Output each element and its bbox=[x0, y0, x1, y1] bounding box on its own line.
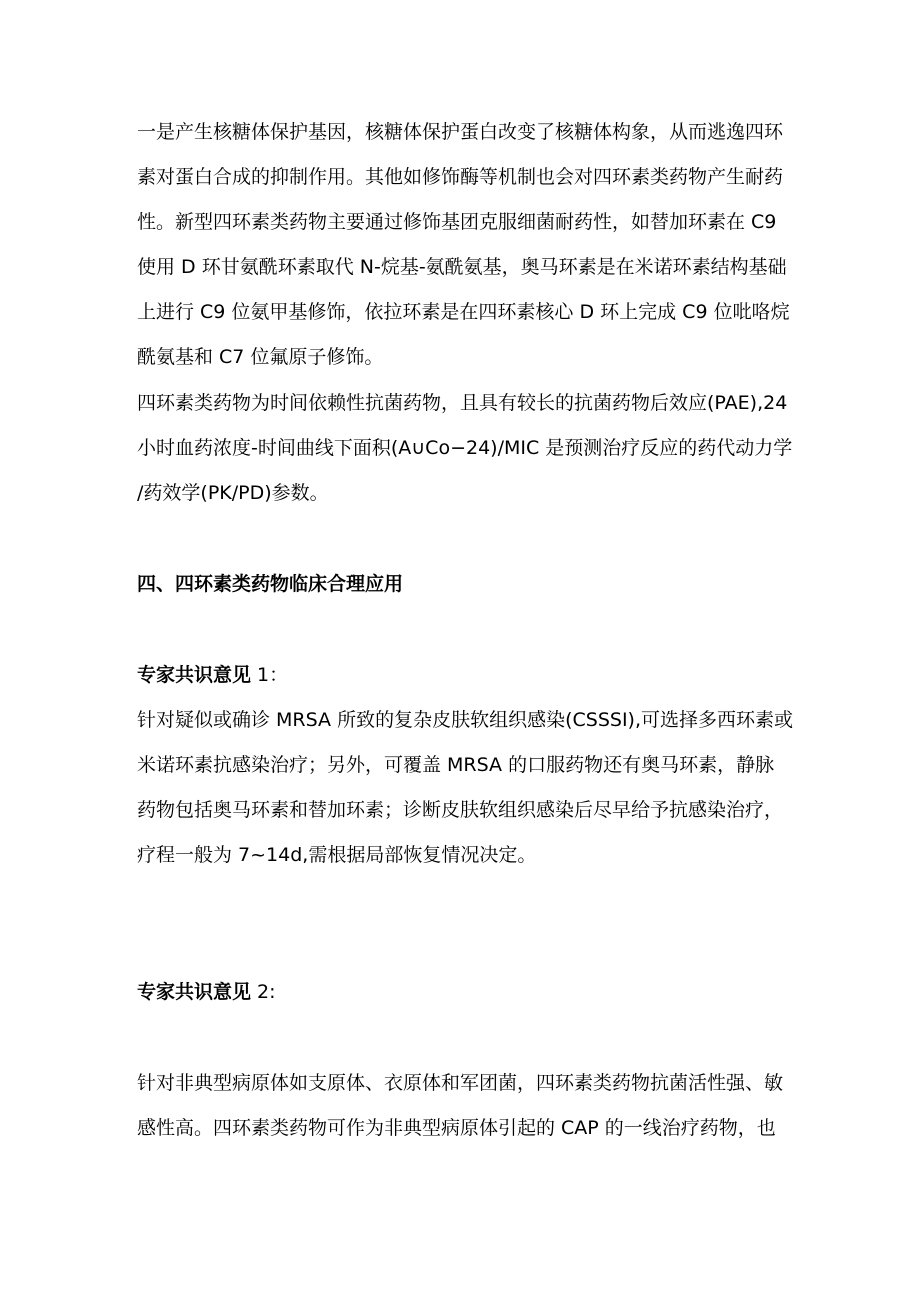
paragraph-1-line: 素对蛋白合成的抑制作用。其他如修饰酶等机制也会对四环素类药物产生耐药 bbox=[137, 166, 784, 188]
section-heading: 四、四环素类药物临床合理应用 bbox=[137, 573, 404, 595]
paragraph-1-line: 酰氨基和 C7 位氟原子修饰。 bbox=[137, 346, 384, 368]
opinion-1-line: 米诺环素抗感染治疗；另外，可覆盖 MRSA 的口服药物还有奥马环素，静脉 bbox=[137, 754, 775, 776]
paragraph-1-line: 上进行 C9 位氨甲基修饰，依拉环素是在四环素核心 D 环上完成 C9 位吡咯烷 bbox=[137, 301, 790, 323]
opinion-1-line: 疗程一般为 7~14d,需根据局部恢复情况决定。 bbox=[137, 844, 537, 866]
opinion-1-title bbox=[137, 663, 288, 687]
paragraph-1-line: 使用 D 环甘氨酰环素取代 N-烷基-氨酰氨基，奥马环素是在米诺环素结构基础 bbox=[137, 256, 787, 278]
opinion-1-line: 药物包括奥马环素和替加环素；诊断皮肤软组织感染后尽早给予抗感染治疗， bbox=[137, 799, 784, 821]
opinion-1-title-bold: 专家共识意见 bbox=[137, 664, 252, 686]
opinion-1-title-number: 1： bbox=[251, 664, 289, 686]
opinion-1-line: 针对疑似或确诊 MRSA 所致的复杂皮肤软组织感染(CSSSI),可选择多西环素或 bbox=[137, 709, 794, 731]
opinion-2-line: 针对非典型病原体如支原体、衣原体和军团菌，四环素类药物抗菌活性强、敏 bbox=[137, 1072, 784, 1094]
paragraph-1-line: 一是产生核糖体保护基因，核糖体保护蛋白改变了核糖体构象，从而逃逸四环 bbox=[137, 121, 784, 143]
opinion-2-line: 感性高。四环素类药物可作为非典型病原体引起的 CAP 的一线治疗药物，也 bbox=[137, 1117, 776, 1139]
paragraph-2-line: 四环素类药物为时间依赖性抗菌药物，且具有较长的抗菌药物后效应(PAE),24 bbox=[137, 392, 788, 414]
paragraph-2-line: /药效学(PK/PD)参数。 bbox=[137, 482, 329, 504]
opinion-2-title-bold: 专家共识意见 bbox=[137, 981, 252, 1003]
opinion-2-title-number: 2: bbox=[251, 981, 276, 1003]
paragraph-1-line: 性。新型四环素类药物主要通过修饰基团克服细菌耐药性，如替加环素在 C9 bbox=[137, 211, 777, 233]
paragraph-2-line: 小时血药浓度-时间曲线下面积(A∪Co−24)/MIC 是预测治疗反应的药代动力学 bbox=[137, 437, 793, 459]
opinion-2-title bbox=[137, 980, 276, 1004]
